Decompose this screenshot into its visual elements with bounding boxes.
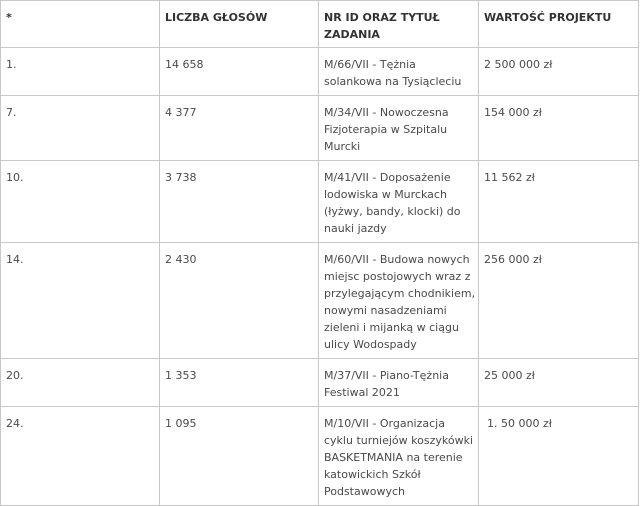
value-cell: 154 000 zł <box>479 96 639 161</box>
title-cell: M/60/VII - Budowa nowych miejsc postojowych wraz z przylegającym chodnikiem, nowymi nasadzeniami zieleni i mijanką w ciągu ulicy Wodospady <box>319 243 479 359</box>
table-row <box>1 48 639 96</box>
value-cell: 1. 50 000 zł <box>479 407 639 506</box>
votes-cell: 4 377 <box>160 96 319 161</box>
table-row <box>1 96 639 161</box>
rank-cell: 24. <box>1 407 160 506</box>
title-cell: M/34/VII - Nowoczesna Fizjoterapia w Szpitalu Murcki <box>319 96 479 161</box>
votes-cell: 3 738 <box>160 161 319 243</box>
votes-cell: 1 353 <box>160 359 319 407</box>
votes-cell: 14 658 <box>160 48 319 96</box>
votes-cell: 1 095 <box>160 407 319 506</box>
table-row <box>1 359 639 407</box>
rank-cell: 1. <box>1 48 160 96</box>
title-cell: M/66/VII - Tężnia solankowa na Tysiącleciu <box>319 48 479 96</box>
header-value: WARTOŚĆ PROJEKTU <box>479 1 639 48</box>
table-row <box>1 161 639 243</box>
rank-cell: 20. <box>1 359 160 407</box>
title-cell: M/41/VII - Doposażenie lodowiska w Murckach (łyżwy, bandy, klocki) do nauki jazdy <box>319 161 479 243</box>
table-header-row <box>1 1 639 48</box>
header-title: NR ID ORAZ TYTUŁ ZADANIA <box>319 1 479 48</box>
rank-cell: 7. <box>1 96 160 161</box>
title-cell: M/10/VII - Organizacja cyklu turniejów koszykówki BASKETMANIA na terenie katowickich Szkół Podstawowych <box>319 407 479 506</box>
value-cell: 2 500 000 zł <box>479 48 639 96</box>
value-cell: 256 000 zł <box>479 243 639 359</box>
header-rank: * <box>1 1 160 48</box>
rank-cell: 14. <box>1 243 160 359</box>
value-cell: 25 000 zł <box>479 359 639 407</box>
votes-cell: 2 430 <box>160 243 319 359</box>
table-row <box>1 243 639 359</box>
header-votes: LICZBA GŁOSÓW <box>160 1 319 48</box>
value-cell: 11 562 zł <box>479 161 639 243</box>
table-row <box>1 407 639 506</box>
title-cell: M/37/VII - Piano-Tężnia Festiwal 2021 <box>319 359 479 407</box>
rank-cell: 10. <box>1 161 160 243</box>
